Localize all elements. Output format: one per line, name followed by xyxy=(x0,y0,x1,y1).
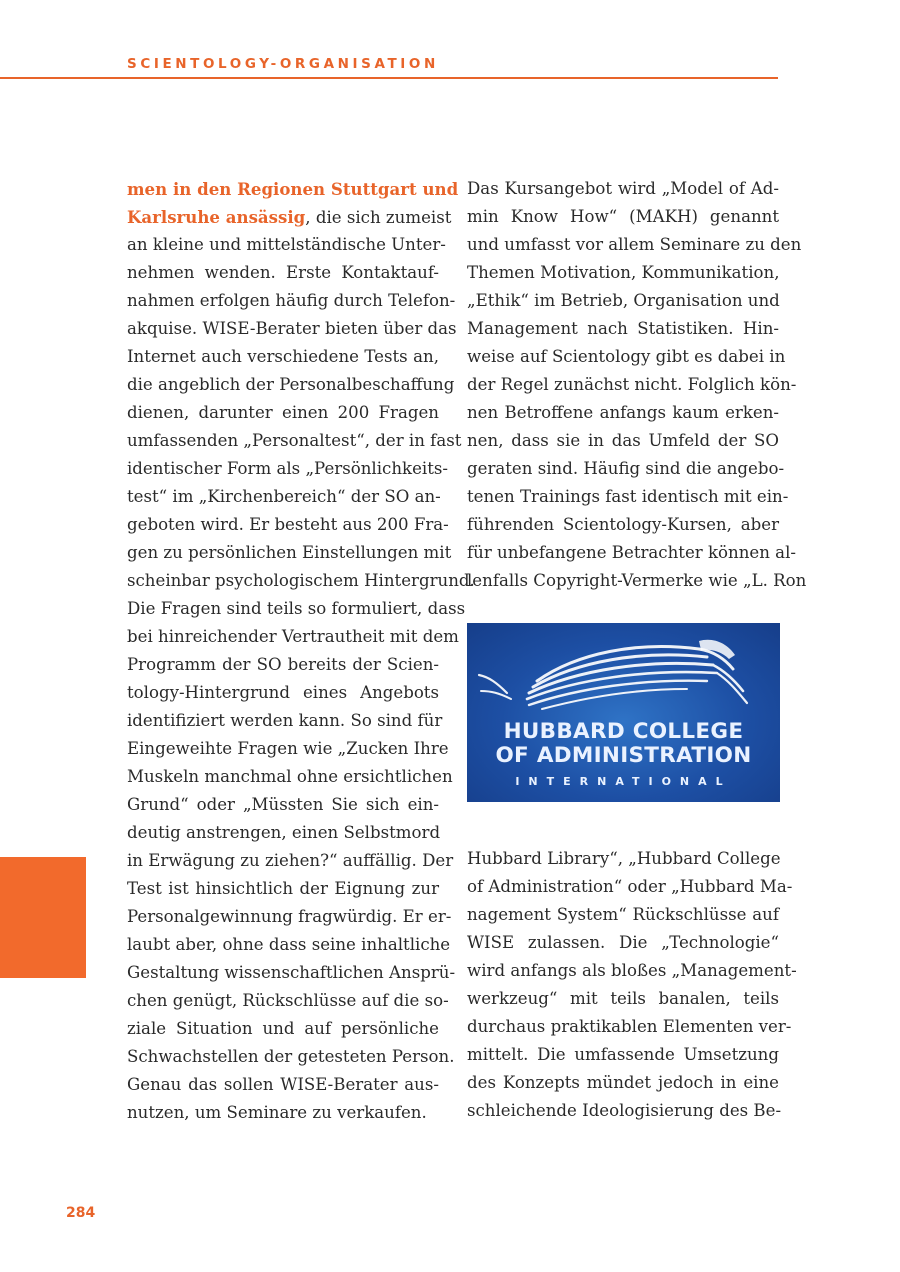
text-line: weise auf Scientology gibt es dabei in xyxy=(467,347,786,366)
highlight-line-1: men in den Regionen Stuttgart und xyxy=(127,179,459,199)
text-line: tology-Hintergrund eines Angebots xyxy=(127,683,439,702)
text-line: of Administration“ oder „Hubbard Ma- xyxy=(467,877,793,896)
logo-line-3: INTERNATIONAL xyxy=(515,775,732,788)
highlight-line-2-wrapper xyxy=(127,203,452,231)
text-line: nen Betroffene anfangs kaum erken- xyxy=(467,403,779,422)
text-line: nutzen, um Seminare zu verkaufen. xyxy=(127,1103,427,1122)
text-line: an kleine und mittelständische Unter- xyxy=(127,235,446,254)
text-line: Programm der SO bereits der Scien- xyxy=(127,655,439,674)
text-line: deutig anstrengen, einen Selbstmord xyxy=(127,823,441,842)
text-line: nen, dass sie in das Umfeld der SO xyxy=(467,431,779,450)
text-line: nahmen erfolgen häufig durch Telefon- xyxy=(127,291,456,310)
left-column-lines xyxy=(127,231,475,1127)
text-line: bei hinreichender Vertrautheit mit dem xyxy=(127,627,459,646)
text-line: laubt aber, ohne dass seine inhaltliche xyxy=(127,935,451,954)
text-line: „Ethik“ im Betrieb, Organisation und xyxy=(467,291,780,310)
text-line: identischer Form als „Persönlichkeits- xyxy=(127,459,448,478)
right-column-bottom xyxy=(467,845,797,1125)
text-line: identifiziert werden kann. So sind für xyxy=(127,711,443,730)
running-header: SCIENTOLOGY-ORGANISATION xyxy=(127,56,439,72)
text-line: Grund“ oder „Müssten Sie sich ein- xyxy=(127,795,439,814)
text-line: test“ im „Kirchenbereich“ der SO an- xyxy=(127,487,441,506)
leaping-cat-icon xyxy=(467,623,780,718)
text-line: schleichende Ideologisierung des Be- xyxy=(467,1101,782,1120)
text-line: scheinbar psychologischem Hintergrund. xyxy=(127,571,475,590)
text-line: Management nach Statistiken. Hin- xyxy=(467,319,779,338)
text-line: Themen Motivation, Kommunikation, xyxy=(467,263,780,282)
text-line: akquise. WISE-Berater bieten über das xyxy=(127,319,457,338)
text-line: in Erwägung zu ziehen?“ auffällig. Der xyxy=(127,851,454,870)
text-line: Genau das sollen WISE-Berater aus- xyxy=(127,1075,439,1094)
text-line: wird anfangs als bloßes „Management- xyxy=(467,961,797,980)
right-bottom-lines xyxy=(467,845,797,1125)
text-line: Die Fragen sind teils so formuliert, dass xyxy=(127,599,466,618)
right-top-lines xyxy=(467,175,807,595)
text-line: min Know How“ (MAKH) genannt xyxy=(467,207,779,226)
side-color-block xyxy=(0,857,86,978)
text-line: Test ist hinsichtlich der Eignung zur xyxy=(127,879,439,898)
after-highlight-text: , die sich zumeist xyxy=(305,208,452,227)
text-line: Personalgewinnung fragwürdig. Er er- xyxy=(127,907,452,926)
text-line: geraten sind. Häufig sind die angebo- xyxy=(467,459,785,478)
text-line: die angeblich der Personalbeschaffung xyxy=(127,375,455,394)
header-rule xyxy=(0,77,778,79)
text-line: für unbefangene Betrachter können al- xyxy=(467,543,796,562)
text-line: Eingeweihte Fragen wie „Zucken Ihre xyxy=(127,739,449,758)
text-line: lenfalls Copyright-Vermerke wie „L. Ron xyxy=(467,571,807,590)
text-line: mittelt. Die umfassende Umsetzung xyxy=(467,1045,779,1064)
text-line: WISE zulassen. Die „Technologie“ xyxy=(467,933,779,952)
text-line: und umfasst vor allem Seminare zu den xyxy=(467,235,802,254)
text-line: der Regel zunächst nicht. Folglich kön- xyxy=(467,375,797,394)
text-line: chen genügt, Rückschlüsse auf die so- xyxy=(127,991,449,1010)
highlight-line-2: Karlsruhe ansässig xyxy=(127,207,306,227)
text-line: Das Kursangebot wird „Model of Ad- xyxy=(467,179,779,198)
text-line: ziale Situation und auf persönliche xyxy=(127,1019,439,1038)
text-line: Internet auch verschiedene Tests an, xyxy=(127,347,439,366)
page-number: 284 xyxy=(66,1205,96,1221)
right-column-top xyxy=(467,175,807,595)
text-line: gen zu persönlichen Einstellungen mit xyxy=(127,543,452,562)
text-line: Hubbard Library“, „Hubbard College xyxy=(467,849,781,868)
text-line: umfassenden „Personaltest“, der in fast xyxy=(127,431,462,450)
text-line: nagement System“ Rückschlüsse auf xyxy=(467,905,779,924)
text-line: führenden Scientology-Kursen, aber xyxy=(467,515,779,534)
left-column xyxy=(127,175,475,1127)
logo-line-2: OF ADMINISTRATION xyxy=(495,743,752,768)
text-line: Muskeln manchmal ohne ersichtlichen xyxy=(127,767,453,786)
text-line: des Konzepts mündet jedoch in eine xyxy=(467,1073,779,1092)
text-line: Gestaltung wissenschaftlichen Ansprü- xyxy=(127,963,456,982)
text-line: durchaus praktikablen Elementen ver- xyxy=(467,1017,792,1036)
text-line: dienen, darunter einen 200 Fragen xyxy=(127,403,439,422)
text-line: Schwachstellen der getesteten Person. xyxy=(127,1047,455,1066)
text-line: nehmen wenden. Erste Kontaktauf- xyxy=(127,263,439,282)
text-line: geboten wird. Er besteht aus 200 Fra- xyxy=(127,515,449,534)
text-line: werkzeug“ mit teils banalen, teils xyxy=(467,989,779,1008)
logo-line-1: HUBBARD COLLEGE xyxy=(503,719,744,744)
text-line: tenen Trainings fast identisch mit ein- xyxy=(467,487,789,506)
hubbard-college-logo xyxy=(467,623,780,802)
